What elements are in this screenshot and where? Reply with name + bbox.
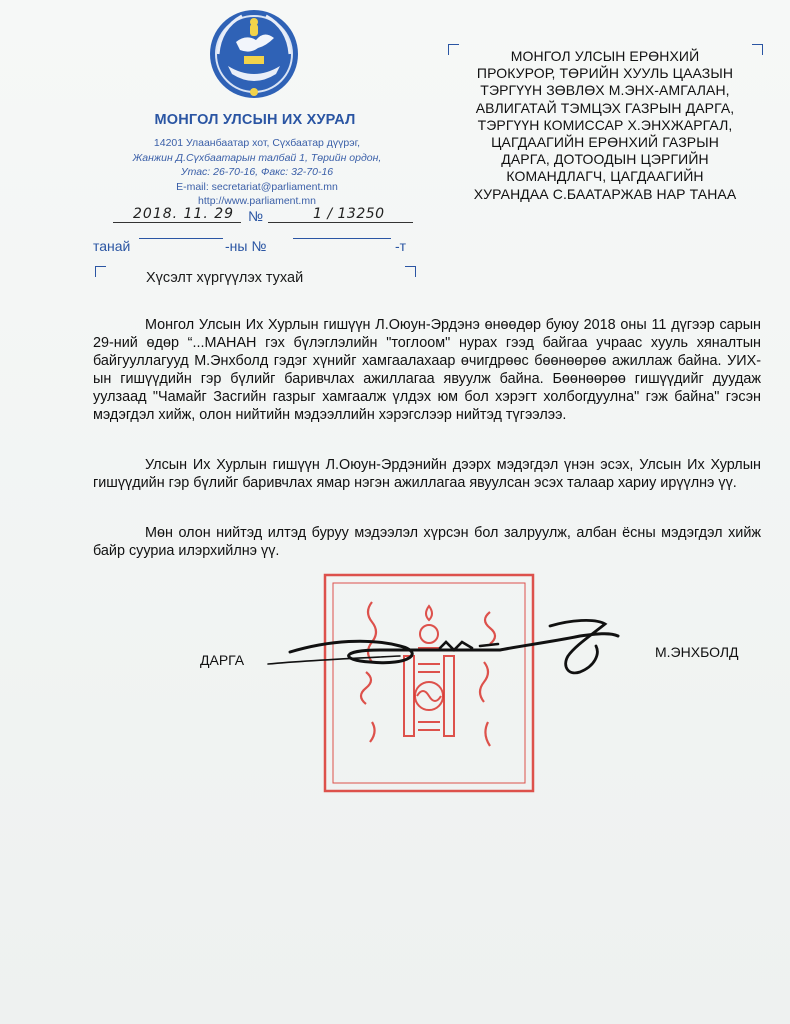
handwritten-signature	[250, 606, 630, 696]
addressee-line: ПРОКУРОР, ТӨРИЙН ХУУЛЬ ЦААЗЫН	[476, 65, 734, 82]
number-underline	[268, 222, 413, 223]
signatory-name: М.ЭНХБОЛД	[655, 644, 739, 660]
addressee-line: МОНГОЛ УЛСЫН ЕРӨНХИЙ	[510, 48, 700, 64]
ref-suffix: -т	[395, 238, 407, 254]
signatory-title: ДАРГА	[200, 652, 245, 668]
date-number-row	[113, 206, 413, 228]
letterhead-address	[112, 136, 402, 209]
ref-mid: -ны №	[225, 238, 267, 254]
ref-prefix: танай	[93, 238, 131, 254]
body-paragraph	[93, 316, 761, 424]
number-label: №	[248, 208, 264, 224]
addressee-block	[450, 48, 760, 203]
reference-row	[93, 238, 423, 256]
ref-line	[139, 238, 223, 239]
handwritten-number: 1 / 13250	[313, 206, 385, 222]
organization-name: МОНГОЛ УЛСЫН ИХ ХУРАЛ	[154, 112, 356, 128]
date-underline	[113, 222, 241, 223]
body-paragraph	[93, 456, 761, 492]
addressee-line: АВЛИГАТАЙ ТЭМЦЭХ ГАЗРЫН ДАРГА,	[475, 99, 735, 116]
handwritten-date: 2018. 11. 29	[133, 206, 235, 222]
ref-line	[293, 238, 391, 239]
address-line: Жанжин Д.Сүхбаатарын талбай 1, Төрийн ордон,	[132, 151, 382, 164]
website-line: http://www.parliament.mn	[198, 195, 316, 207]
addressee-line: ТЭРГҮҮН ЗӨВЛӨХ М.ЭНХ-АМГАЛАН,	[480, 82, 730, 99]
paragraph-text: Мөн олон нийтэд илтэд буруу мэдээлэл хүрсэн бол залруулж, албан ёсны мэдэгдэл хийж байр сууриа илэрхийлнэ үү.	[93, 525, 761, 559]
phone-fax-line: Утас: 26-70-16, Факс: 32-70-16	[180, 166, 334, 178]
paragraph-text: Улсын Их Хурлын гишүүн Л.Оюун-Эрдэнийн дээрх мэдэгдэл үнэн эсэх, Улсын Их Хурлын гишүүдийн гэр бүлийг баривчлах ямар нэгэн ажиллагаа явуулсан эсэх талаар хариу ирүүлнэ үү.	[93, 457, 761, 491]
state-emblem-icon	[206, 8, 302, 100]
email-line: E-mail: secretariat@parliament.mn	[176, 180, 338, 193]
addressee-line: ТЭРГҮҮН КОМИССАР Х.ЭНХЖАРГАЛ,	[477, 116, 733, 133]
addressee-line: КОМАНДЛАГЧ, ЦАГДААГИЙН	[506, 168, 704, 185]
addressee-line: ХУРАНДАА С.БААТАРЖАВ НАР ТАНАА	[473, 185, 737, 202]
body-paragraph	[93, 524, 761, 560]
bracket-corner	[405, 266, 416, 277]
address-line: 14201 Улаанбаатар хот, Сүхбаатар дүүрэг,	[153, 137, 361, 149]
bracket-corner	[95, 266, 106, 277]
subject-line: Хүсэлт хүргүүлэх тухай	[146, 270, 304, 286]
paragraph-text: Монгол Улсын Их Хурлын гишүүн Л.Оюун-Эрдэнэ өнөөдөр буюу 2018 оны 11 дүгээр сарын 29-ний өдөр “...МАНАН гэх бүлэглэлийн "тоглоом" нурах гээд байгаа учраас хууль хяналтын байгууллагууд М.Энхболд гэдэг хүнийг хамгаалахаар өчигдрөөс бөөнөөрөө ажиллаж байна. УИХ-ын гишүүдийн гэр бүлийг баривчлах ажиллагаа явуулж байна. Бөөнөөрөө гишүүдийг дуудаж уулзаад "Чамайг Засгийн газрыг хамгаалж үлдэх юм бол хэрэгт холбогдуулна" гэж байна" гэсэн мэдэгдэл хийж, олон нийтийн мэдээллийн хэрэгслээр нийтэд түгээлээ.	[93, 317, 761, 423]
addressee-line: ДАРГА, ДОТООДЫН ЦЭРГИЙН	[501, 151, 709, 168]
addressee-line: ЦАГДААГИЙН ЕРӨНХИЙ ГАЗРЫН	[491, 134, 719, 151]
